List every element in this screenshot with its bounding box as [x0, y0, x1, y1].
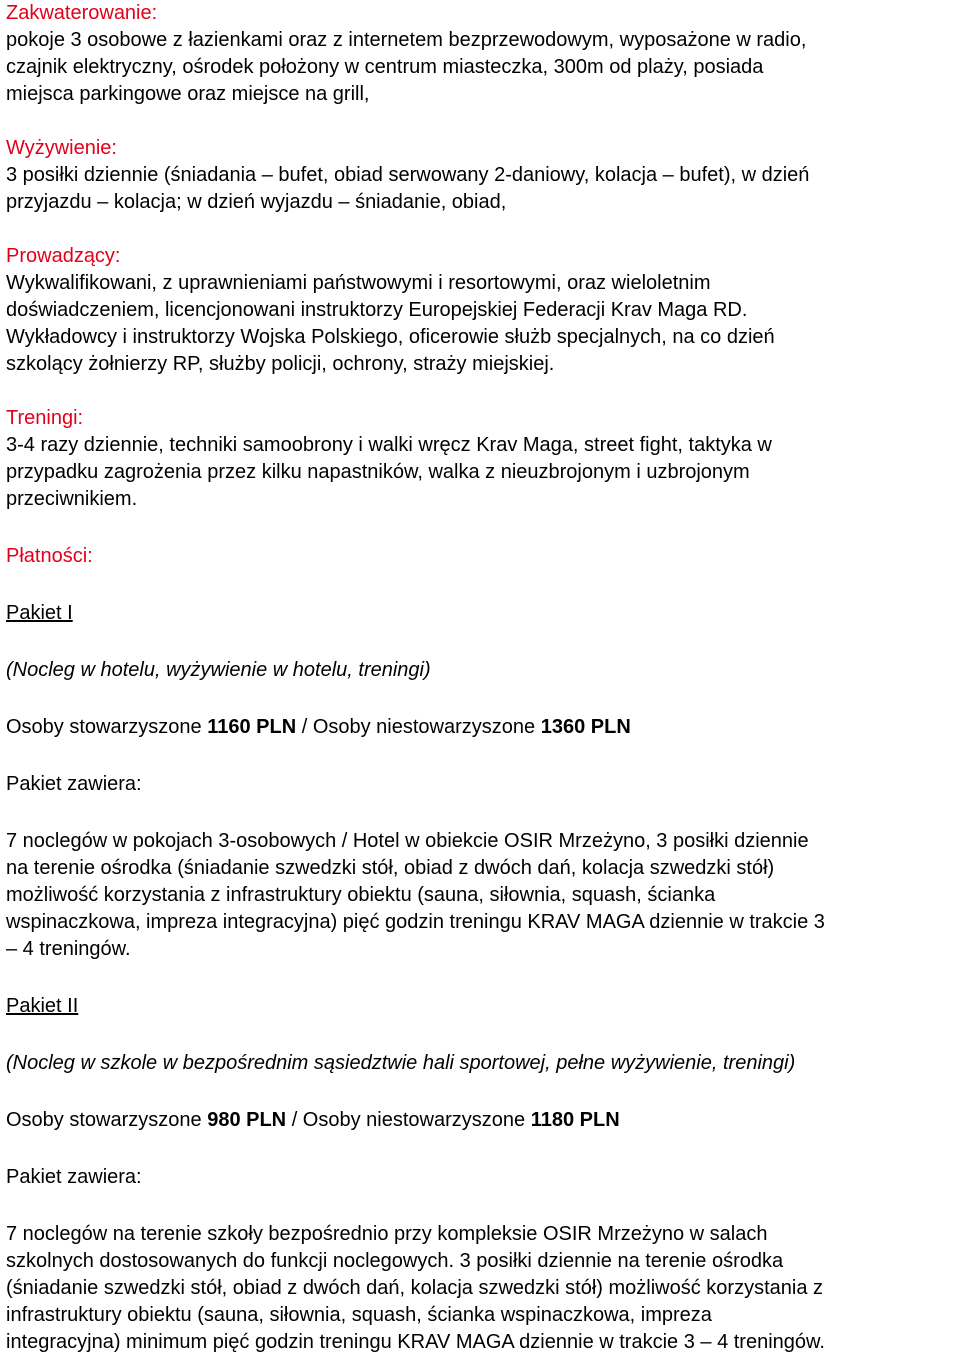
text-line: (śniadanie szwedzki stół, obiad z dwóch dań, kolacja szwedzki stół) możliwość korzystania z — [6, 1277, 824, 1299]
text-line: przeciwnikiem. — [6, 488, 138, 510]
text-line: Wykładowcy i instruktorzy Wojska Polskiego, oficerowie służb specjalnych, na co dzień — [6, 326, 775, 348]
pakiet1-subtitle: (Nocleg w hotelu, wyżywienie w hotelu, treningi) — [6, 659, 431, 681]
price-mid: / Osoby niestowarzyszone — [286, 1109, 531, 1131]
text-line: 7 noclegów w pokojach 3-osobowych / Hotel w obiekcie OSIR Mrzeżyno, 3 posiłki dziennie — [6, 830, 809, 852]
paragraph-prowadzacy — [6, 270, 958, 378]
text-line: 3 posiłki dziennie (śniadania – bufet, obiad serwowany 2-daniowy, kolacja – bufet), w dzień — [6, 164, 810, 186]
text-line: 3-4 razy dziennie, techniki samoobrony i walki wręcz Krav Maga, street fight, taktyka w — [6, 434, 772, 456]
price-prefix: Osoby stowarzyszone — [6, 1109, 208, 1131]
text-line: przyjazdu – kolacja; w dzień wyjazdu – śniadanie, obiad, — [6, 191, 507, 213]
text-line: doświadczeniem, licencjonowani instruktorzy Europejskiej Federacji Krav Maga RD. — [6, 299, 748, 321]
text-line: przypadku zagrożenia przez kilku napastników, walka z nieuzbrojonym i uzbrojonym — [6, 461, 750, 483]
text-line: 7 noclegów na terenie szkoły bezpośrednio przy kompleksie OSIR Mrzeżyno w salach — [6, 1223, 768, 1245]
pakiet2-title: Pakiet II — [6, 995, 79, 1017]
text-line: infrastruktury obiektu (sauna, siłownia, squash, ścianka wspinaczkowa, impreza — [6, 1304, 712, 1326]
price-nonmember: 1180 PLN — [530, 1109, 620, 1131]
heading-prowadzacy: Prowadzący: — [6, 245, 121, 267]
heading-treningi: Treningi: — [6, 407, 84, 429]
pakiet2-price — [6, 1107, 958, 1134]
pakiet2-subtitle: (Nocleg w szkole w bezpośrednim sąsiedztwie hali sportowej, pełne wyżywienie, treningi) — [6, 1052, 796, 1074]
text-line: – 4 treningów. — [6, 938, 131, 960]
text-line: szkolący żołnierzy RP, służby policji, ochrony, straży miejskiej. — [6, 353, 555, 375]
text-line: wspinaczkowa, impreza integracyjna) pięć godzin treningu KRAV MAGA dziennie w trakcie 3 — [6, 911, 825, 933]
pakiet1-contains-label: Pakiet zawiera: — [6, 773, 142, 795]
price-member: 1160 PLN — [207, 716, 297, 738]
price-nonmember: 1360 PLN — [540, 716, 631, 738]
pakiet1-title: Pakiet I — [6, 602, 73, 624]
text-line: możliwość korzystania z infrastruktury obiektu (sauna, siłownia, squash, ścianka — [6, 884, 716, 906]
heading-platnosci: Płatności: — [6, 545, 93, 567]
price-prefix: Osoby stowarzyszone — [6, 716, 208, 738]
document-page — [6, 0, 958, 1356]
text-line: na terenie ośrodka (śniadanie szwedzki stół, obiad z dwóch dań, kolacja szwedzki stół) — [6, 857, 775, 879]
price-member: 980 PLN — [207, 1109, 287, 1131]
text-line: czajnik elektryczny, ośrodek położony w centrum miasteczka, 300m od plaży, posiada — [6, 56, 764, 78]
text-line: integracyjna) minimum pięć godzin treningu KRAV MAGA dziennie w trakcie 3 – 4 treningów. — [6, 1331, 825, 1353]
paragraph-treningi — [6, 432, 958, 513]
paragraph-wyzywienie — [6, 162, 958, 216]
pakiet1-description — [6, 828, 958, 963]
price-mid: / Osoby niestowarzyszone — [296, 716, 541, 738]
text-line: szkolnych dostosowanych do funkcji noclegowych. 3 posiłki dziennie na terenie ośrodka — [6, 1250, 784, 1272]
pakiet2-contains-label: Pakiet zawiera: — [6, 1166, 142, 1188]
heading-zakwaterowanie: Zakwaterowanie: — [6, 2, 158, 24]
text-line: miejsca parkingowe oraz miejsce na grill, — [6, 83, 370, 105]
pakiet1-price — [6, 714, 958, 741]
text-line: pokoje 3 osobowe z łazienkami oraz z internetem bezprzewodowym, wyposażone w radio, — [6, 29, 807, 51]
text-line: Wykwalifikowani, z uprawnieniami państwowymi i resortowymi, oraz wieloletnim — [6, 272, 711, 294]
pakiet2-description — [6, 1221, 958, 1356]
heading-wyzywienie: Wyżywienie: — [6, 137, 117, 159]
paragraph-zakwaterowanie — [6, 27, 958, 108]
